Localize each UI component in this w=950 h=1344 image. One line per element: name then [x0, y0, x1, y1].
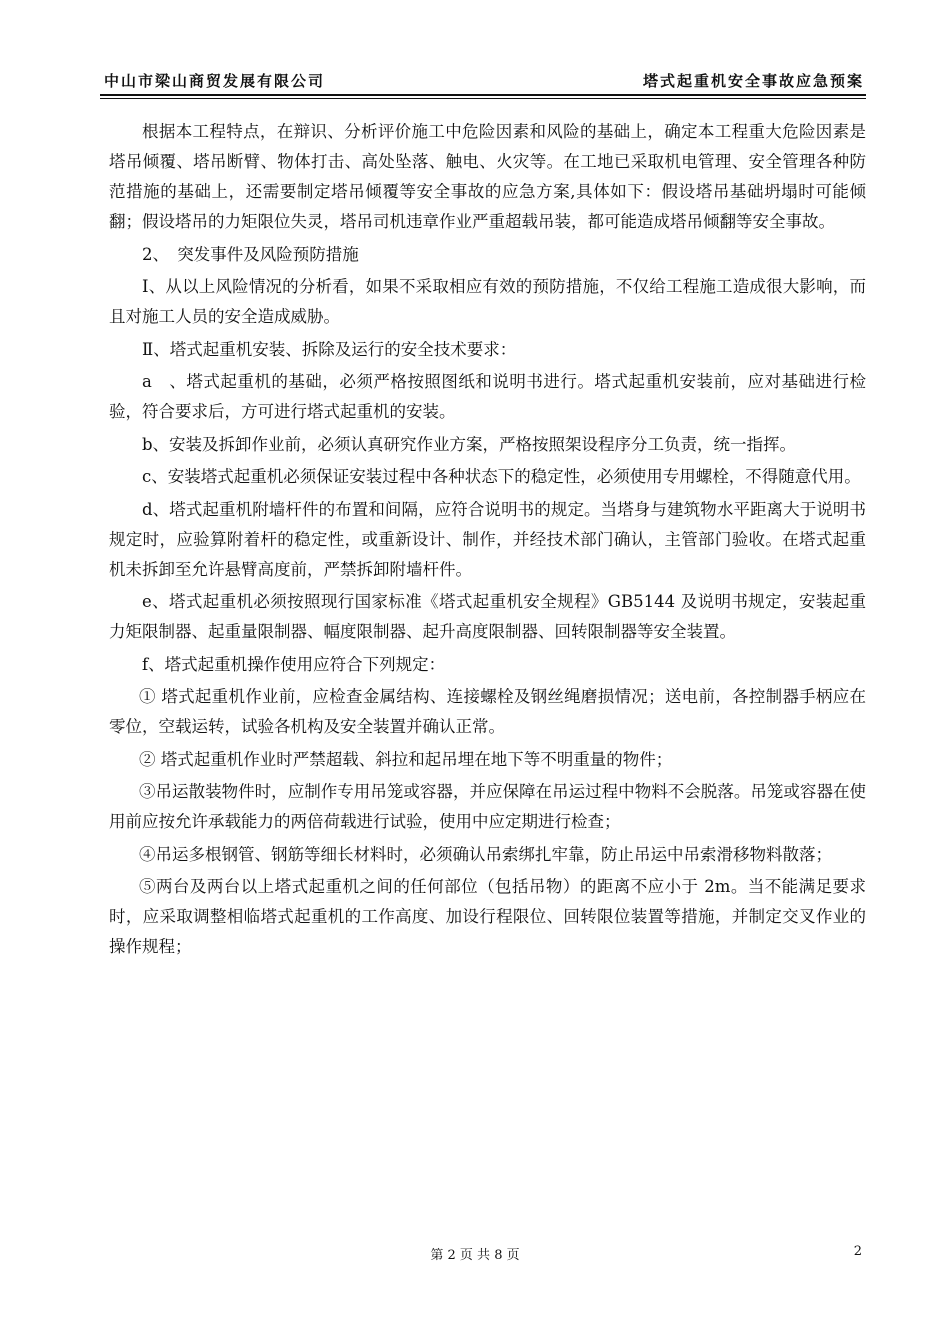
footer-page-number: 2	[853, 1244, 862, 1259]
header-document-title: 塔式起重机安全事故应急预案	[642, 72, 864, 90]
page-header	[104, 70, 864, 92]
paragraph-requirements-heading: Ⅱ、塔式起重机安装、拆除及运行的安全技术要求：	[142, 339, 517, 359]
paragraph-risk-analysis: Ⅰ、从以上风险情况的分析看，如果不采取相应有效的预防措施，不仅给工程施工造成很大影响，而且对施工人员的安全造成威胁。	[109, 277, 866, 326]
paragraph-rule-4: ④吊运多根钢管、钢筋等细长材料时，必须确认吊索绑扎牢靠，防止吊运中吊索滑移物料散落；	[139, 844, 832, 864]
paragraph-item-a: a 、塔式起重机的基础，必须严格按照图纸和说明书进行。塔式起重机安装前，应对基础进行检验，符合要求后，方可进行塔式起重机的安装。	[109, 372, 866, 421]
header-company-name: 中山市梁山商贸发展有限公司	[104, 72, 326, 90]
paragraph-rule-3: ③吊运散装物件时，应制作专用吊笼或容器，并应保障在吊运过程中物料不会脱落。吊笼或容器在使用前应按允许承载能力的两倍荷载进行试验，使用中应定期进行检查；	[109, 782, 866, 831]
paragraph-rule-2: ② 塔式起重机作业时严禁超载、斜拉和起吊埋在地下等不明重量的物件；	[139, 749, 673, 769]
footer-page-label: 第 2 页 共 8 页	[430, 1248, 520, 1263]
paragraph-item-e: e、塔式起重机必须按照现行国家标准《塔式起重机安全规程》GB5144 及说明书规定，安装起重力矩限制器、起重量限制器、幅度限制器、起升高度限制器、回转限制器等安全装置。	[109, 592, 866, 641]
paragraph-item-b: b、安装及拆卸作业前，必须认真研究作业方案，严格按照架设程序分工负责，统一指挥。	[142, 434, 797, 454]
paragraph-intro: 根据本工程特点，在辩识、分析评价施工中危险因素和风险的基础上，确定本工程重大危险因素是塔吊倾覆、塔吊断臂、物体打击、高处坠落、触电、火灾等。在工地已采取机电管理、安全管理各种防范措施的基础上，还需要制定塔吊倾覆等安全事故的应急方案,具体如下：假设塔吊基础坍塌时可能倾翻；假设塔吊的力矩限位失灵，塔吊司机违章作业严重超载吊装，都可能造成塔吊倾翻等安全事故。	[109, 122, 866, 231]
section-heading: 2、 突发事件及风险预防措施	[142, 244, 359, 264]
paragraph-rule-5: ⑤两台及两台以上塔式起重机之间的任何部位（包括吊物）的距离不应小于 2m。当不能满足要求时，应采取调整相临塔式起重机的工作高度、加设行程限位、回转限位装置等措施，并制定交叉作业的操作规程；	[109, 877, 866, 956]
header-divider-thin	[100, 98, 866, 99]
paragraph-item-c: c、安装塔式起重机必须保证安装过程中各种状态下的稳定性，必须使用专用螺栓，不得随意代用。	[142, 467, 861, 486]
paragraph-rule-1: ① 塔式起重机作业前，应检查金属结构、连接螺栓及钢丝绳磨损情况；送电前，各控制器手柄应在零位，空载运转，试验各机构及安全装置并确认正常。	[109, 687, 866, 736]
paragraph-item-f: f、塔式起重机操作使用应符合下列规定：	[142, 654, 446, 674]
header-divider-thick	[100, 94, 866, 96]
paragraph-item-d: d、塔式起重机附墙杆件的布置和间隔，应符合说明书的规定。当塔身与建筑物水平距离大于说明书规定时，应验算附着杆的稳定性，或重新设计、制作，并经技术部门确认，主管部门验收。在塔式起重机未拆卸至允许悬臂高度前，严禁拆卸附墙杆件。	[109, 499, 866, 579]
body-text	[109, 117, 866, 965]
